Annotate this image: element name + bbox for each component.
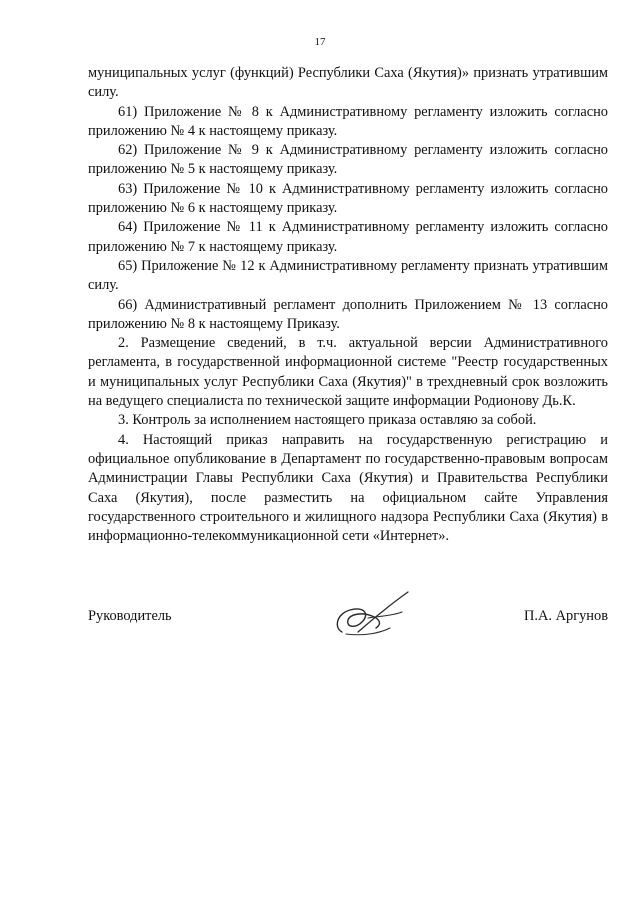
handwritten-signature-icon — [328, 588, 418, 644]
paragraph: 3. Контроль за исполнением настоящего приказа оставляю за собой. — [118, 412, 537, 429]
page-number: 17 — [314, 36, 326, 48]
signer-name: П.А. Аргунов — [524, 608, 608, 624]
paragraph: 61) Приложение № 8 к Административному регламенту изложить согласно приложению № 4 к настоящему приказу. — [88, 103, 608, 139]
paragraph: 65) Приложение № 12 к Административному регламенту признать утратившим силу. — [88, 257, 608, 294]
document-body — [88, 64, 608, 546]
signature-block — [88, 596, 608, 656]
paragraph: 2. Размещение сведений, в т.ч. актуальной версии Административного регламента, в государственной информационной системе "Реестр государственных и муниципальных услуг Республики Саха (Якутия)" в трехдневный срок возложить на ведущего специалиста по технической защите информации Родионову Дь.К. — [88, 335, 608, 410]
paragraph: 64) Приложение № 11 к Административному регламенту изложить согласно приложению № 7 к настоящему приказу. — [88, 219, 608, 255]
paragraph: 66) Административный регламент дополнить Приложением № 13 согласно приложению № 8 к настоящему Приказу. — [88, 296, 608, 332]
paragraph: муниципальных услуг (функций) Республики Саха (Якутия)» признать утратившим силу. — [88, 65, 608, 101]
signer-title: Руководитель — [88, 608, 172, 624]
paragraph: 63) Приложение № 10 к Административному регламенту изложить согласно приложению № 6 к настоящему приказу. — [88, 180, 608, 217]
paragraph: 4. Настоящий приказ направить на государственную регистрацию и официальное опубликование в Департамент по государственно-правовым вопросам Администрации Главы Республики Саха (Якутия) и Правительства Республики Саха (Якутия), после разместить на официальном сайте Управления государственного строительного и жилищного надзора Республики Саха (Якутия) в информационно-телекоммуникационной сети «Интернет». — [88, 431, 608, 545]
paragraph: 62) Приложение № 9 к Административному регламенту изложить согласно приложению № 5 к настоящему приказу. — [88, 142, 608, 178]
